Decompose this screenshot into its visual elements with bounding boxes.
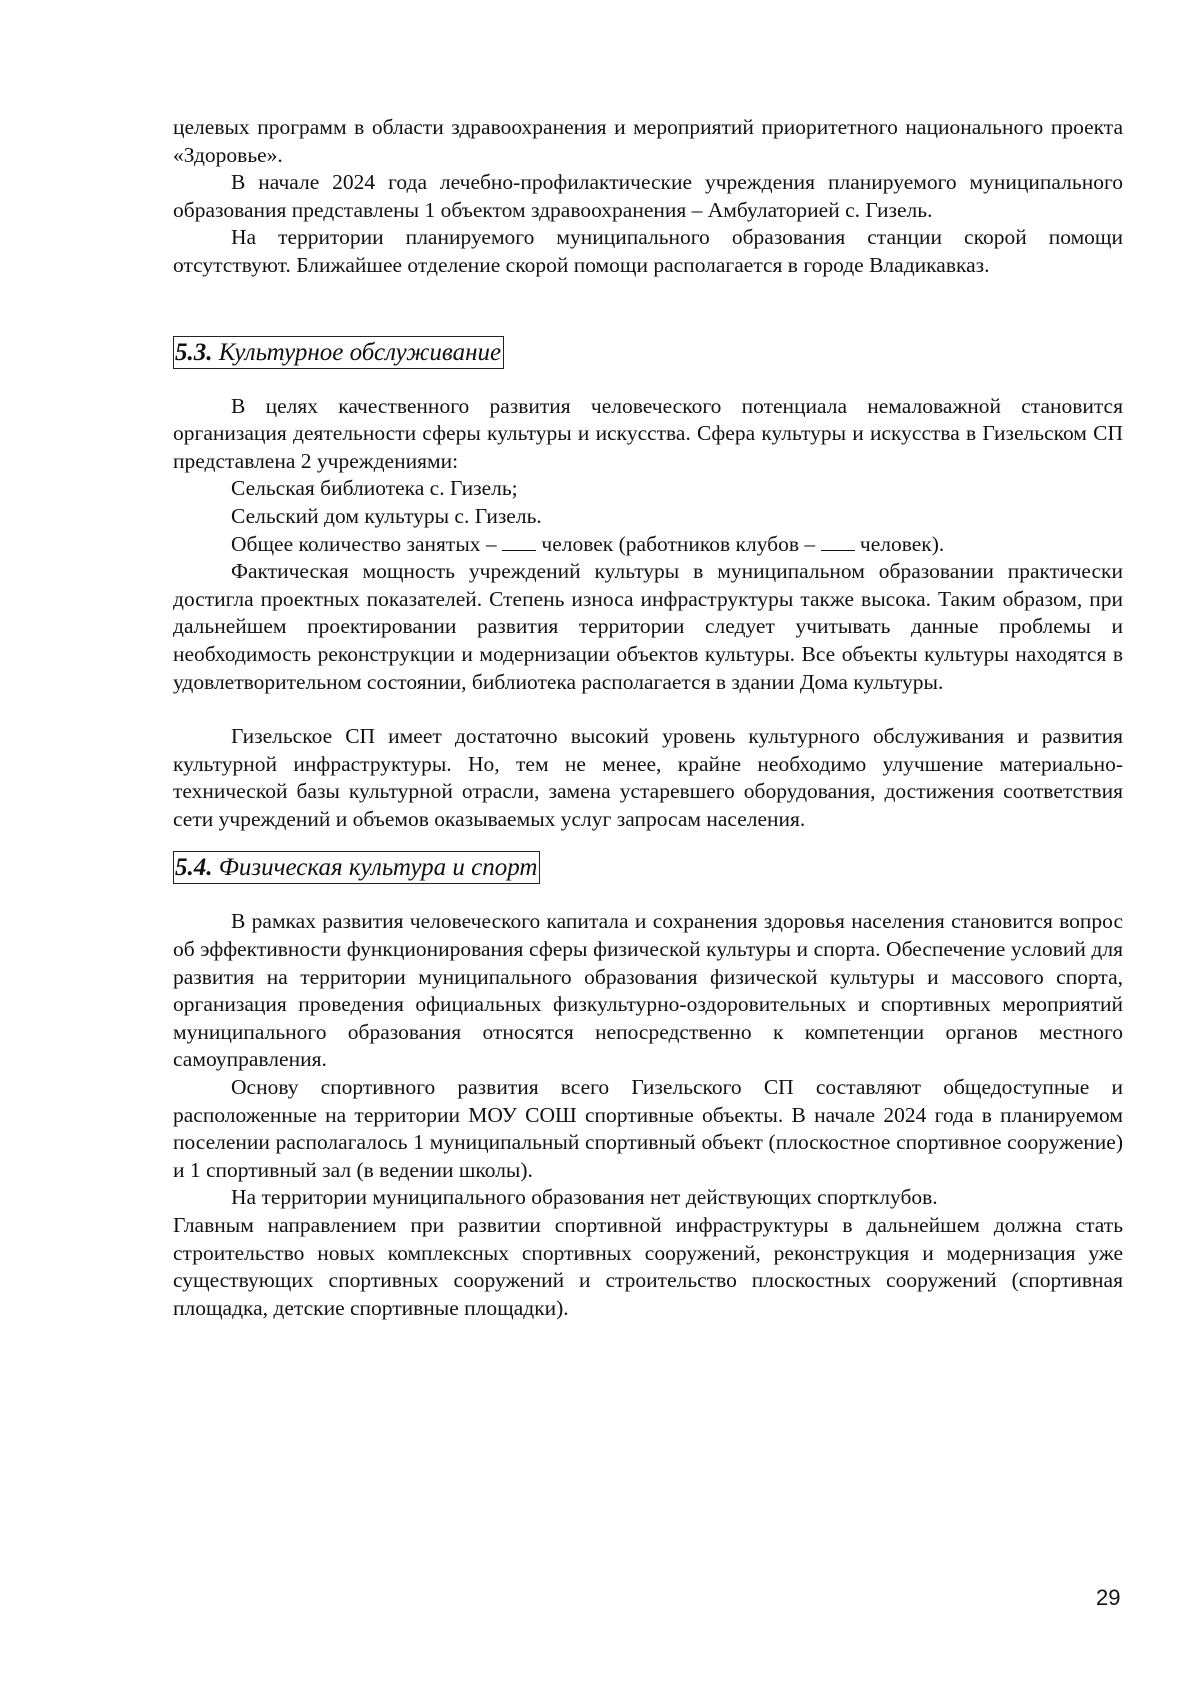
culture-paragraph-1: В целях качественного развития человеческого потенциала немаловажной становится организация деятельности сферы культуры и искусства. Сфера культуры и искусства в Гизельском СП представлена 2 учреждениями: bbox=[173, 393, 1123, 473]
page-content bbox=[173, 114, 1123, 1322]
intro-paragraph-1: целевых программ в области здравоохранения и мероприятий приоритетного национального проекта «Здоровье». bbox=[173, 115, 1123, 167]
section-number: 5.4. bbox=[175, 854, 213, 882]
employees-blank bbox=[502, 532, 536, 551]
sport-paragraph-2: Основу спортивного развития всего Гизельского СП составляют общедоступные и расположенные на территории МОУ СОШ спортивные объекты. В начале 2024 года в планируемом поселении располагалось 1 муниципальный спортивный объект (плоскостное спортивное сооружение) и 1 спортивный зал (в ведении школы). bbox=[173, 1075, 1123, 1182]
section-heading-sport bbox=[173, 851, 540, 884]
section-title: Физическая культура и спорт bbox=[218, 854, 538, 882]
culture-employees-line bbox=[173, 531, 1123, 559]
culture-paragraph-2: Фактическая мощность учреждений культуры в муниципальном образовании практически достигла проектных показателей. Степень износа инфраструктуры также высока. Таким образом, при дальнейшем проектировании развития территории следует учитывать данные проблемы и необходимость реконструкции и модернизации объектов культуры. Все объекты культуры находятся в удовлетворительном состоянии, библиотека располагается в здании Дома культуры. bbox=[173, 559, 1123, 694]
sport-paragraph-4: Главным направлением при развитии спортивной инфраструктуры в дальнейшем должна стать строительство новых комплексных спортивных сооружений, реконструкция и модернизация уже существующих спортивных сооружений и строительство плоскостных сооружений (спортивная площадка, детские спортивные площадки). bbox=[173, 1213, 1123, 1320]
intro-paragraph-3: На территории планируемого муниципального образования станции скорой помощи отсутствуют. Ближайшее отделение скорой помощи располагается в городе Владикавказ. bbox=[173, 225, 1123, 277]
culture-paragraph-3: Гизельское СП имеет достаточно высокий уровень культурного обслуживания и развития культурной инфраструктуры. Но, тем не менее, крайне необходимо улучшение материально-технической базы культурной отрасли, замена устаревшего оборудования, достижения соответствия сети учреждений и объемов оказываемых услуг запросам населения. bbox=[173, 724, 1123, 831]
sport-paragraph-1: В рамках развития человеческого капитала и сохранения здоровья населения становится вопрос об эффективности функционирования сферы физической культуры и спорта. Обеспечение условий для развития на территории муниципального образования физической культуры и массового спорта, организация проведения официальных физкультурно-оздоровительных и спортивных мероприятий муниципального образования относятся непосредственно к компетенции органов местного самоуправления. bbox=[173, 909, 1123, 1072]
employees-suffix: человек). bbox=[859, 531, 945, 556]
employees-prefix: Общее количество занятых – bbox=[231, 531, 497, 556]
sport-paragraph-3: На территории муниципального образования нет действующих спортклубов. bbox=[231, 1185, 938, 1210]
section-heading-culture bbox=[173, 336, 504, 369]
section-title: Культурное обслуживание bbox=[218, 338, 502, 366]
employees-middle: человек (работников клубов – bbox=[541, 531, 816, 556]
club-employees-blank bbox=[821, 532, 855, 551]
culture-item-house: Сельский дом культуры с. Гизель. bbox=[231, 503, 542, 528]
page-number: 29 bbox=[1096, 1585, 1121, 1610]
culture-item-library: Сельская библиотека с. Гизель; bbox=[231, 476, 518, 501]
section-number: 5.3. bbox=[175, 338, 213, 366]
intro-paragraph-2: В начале 2024 года лечебно-профилактические учреждения планируемого муниципального образования представлены 1 объектом здравоохранения – Амбулаторией с. Гизель. bbox=[173, 170, 1123, 222]
